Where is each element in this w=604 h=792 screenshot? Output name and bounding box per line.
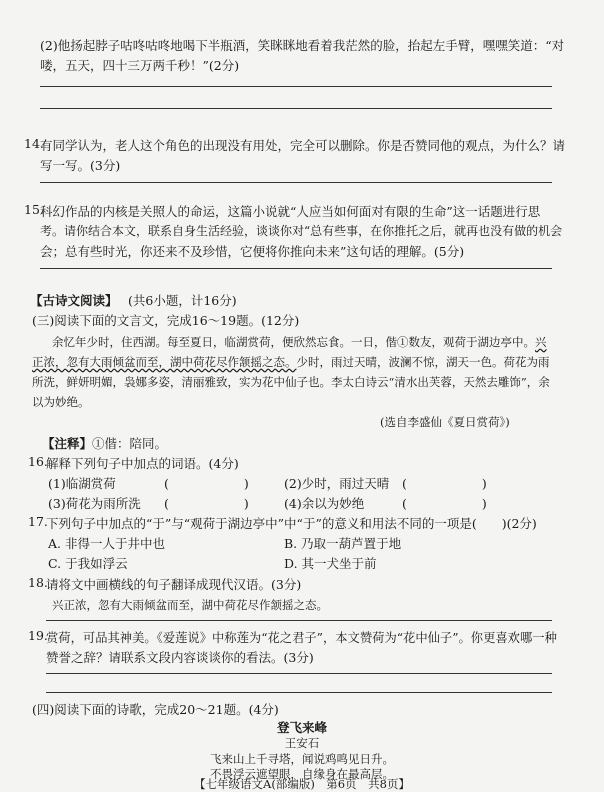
poem-line-1: 飞来山上千寻塔，闻说鸡鸣见日升。 <box>210 752 394 766</box>
q14-line2: 写一写。(3分) <box>40 158 121 173</box>
poem-title: 登飞来峰 <box>276 720 327 735</box>
q17-option-b[interactable]: B. 乃取一葫芦置于地 <box>284 536 402 551</box>
q16-number: 16. <box>28 454 48 469</box>
q16-item-1: (1)临湖赏荷 <box>48 476 116 491</box>
q17-number: 17. <box>28 514 48 529</box>
q16-answer-4[interactable]: ( ) <box>402 496 487 511</box>
q19-number: 19. <box>28 628 48 643</box>
q16-answer-3[interactable]: ( ) <box>164 496 249 511</box>
q19-line2: 赞誉之辞？请联系文段内容谈谈你的看法。(3分) <box>46 650 314 665</box>
q13-2-line1: (2)他扬起脖子咕咚咕咚地喝下半瓶酒，笑眯眯地看着我茫然的脸，抬起左手臂，嘿嘿笑道：“对 <box>40 38 565 53</box>
q16-item-2: (2)少时，雨过天晴 <box>284 476 390 491</box>
passage-line4: 以为妙绝。 <box>32 395 90 409</box>
part3-intro: (三)阅读下面的文言文，完成16～19题。(12分) <box>32 313 300 328</box>
q14-number: 14. <box>24 136 44 151</box>
passage-source: (选自李盛仙《夏日赏荷》) <box>380 415 510 429</box>
q19-line1: 赏荷，可品其神美。《爱莲说》中称莲为“花之君子”，本文赞荷为“花中仙子”。你更喜欢哪一种 <box>46 631 557 645</box>
answer-line <box>40 86 552 87</box>
poem-author: 王安石 <box>284 736 320 750</box>
answer-line <box>40 182 552 183</box>
answer-line <box>46 692 552 693</box>
annotation: 【注释】①偕：陪同。 <box>42 436 168 451</box>
q16-answer-1[interactable]: ( ) <box>164 476 249 491</box>
q14-line1: 有同学认为，老人这个角色的出现没有用处，完全可以删除。你是否赞同他的观点，为什么？请 <box>40 138 566 153</box>
q16-item-3: (3)荷花为雨所洗 <box>48 496 141 511</box>
q16-stem: 解释下列句子中加点的词语。(4分) <box>46 456 239 471</box>
q17-option-c[interactable]: C. 于我如浮云 <box>48 556 128 571</box>
translate-target-end: 正浓，忽有大雨倾盆而至，湖中荷花尽作颔摇之态。 <box>32 355 297 369</box>
passage-line2: 正浓，忽有大雨倾盆而至，湖中荷花尽作颔摇之态。少时，雨过天晴，波澜不惊，湖天一色。荷花为雨 <box>32 355 550 369</box>
q15-line1: 科幻作品的内核是关照人的命运，这篇小说就“人应当如何面对有限的生命”这一话题进行思 <box>40 204 541 219</box>
answer-line <box>46 673 552 674</box>
translate-target-start: 兴 <box>535 335 547 349</box>
answer-line <box>40 108 552 109</box>
answer-line <box>46 620 552 621</box>
q18-number: 18. <box>28 575 48 590</box>
q18-stem: 请将文中画横线的句子翻译成现代汉语。(3分) <box>46 577 302 592</box>
poem-line-2: 不畏浮云遮望眼，自缘身在最高层。 <box>210 767 394 781</box>
q15-number: 15. <box>24 202 44 217</box>
q15-line3: 会；总有些时光，你还来不及珍惜，它便将你推向未来”这句话的理解。(5分) <box>40 244 465 259</box>
section-title: 【古诗文阅读】 <box>30 293 118 308</box>
q16-item-4: (4)余以为妙绝 <box>284 496 365 511</box>
passage-line1: 余忆年少时，住西湖。每至夏日，临湖赏荷，便欣然忘食。一日，偕①数友，观荷于湖边亭中。兴 <box>52 335 547 349</box>
q17-stem: 下列句子中加点的“于”与“观荷于湖边亭中”中“于”的意义和用法不同的一项是( )(2分) <box>46 516 537 531</box>
q17-option-d[interactable]: D. 其一犬坐于前 <box>284 556 377 571</box>
q18-quote: 兴正浓，忽有大雨倾盆而至，湖中荷花尽作颔摇之态。 <box>52 598 328 612</box>
passage-line3: 所洗，鲜妍明媚，袅娜多姿，清丽雅致，实为花中仙子也。李太白诗云“清水出芙蓉，天然去雕饰”，余 <box>32 375 550 389</box>
q17-option-a[interactable]: A. 非得一人于井中也 <box>48 536 165 551</box>
q16-answer-2[interactable]: ( ) <box>402 476 487 491</box>
page-footer: 【七年级语文A(部编版) 第6页 共8页】 <box>194 777 410 791</box>
section-note: (共6小题，计16分) <box>128 293 237 308</box>
part4-intro: (四)阅读下面的诗歌，完成20～21题。(4分) <box>32 702 279 717</box>
answer-line <box>40 268 552 269</box>
q13-2-line2: 喽，五天，四十三万两千秒！”(2分) <box>40 58 240 73</box>
q15-line2: 考。请你结合本文，联系自身生活经验，谈谈你对“总有些事，在你推托之后，就再也没有做的机会 <box>40 224 563 238</box>
